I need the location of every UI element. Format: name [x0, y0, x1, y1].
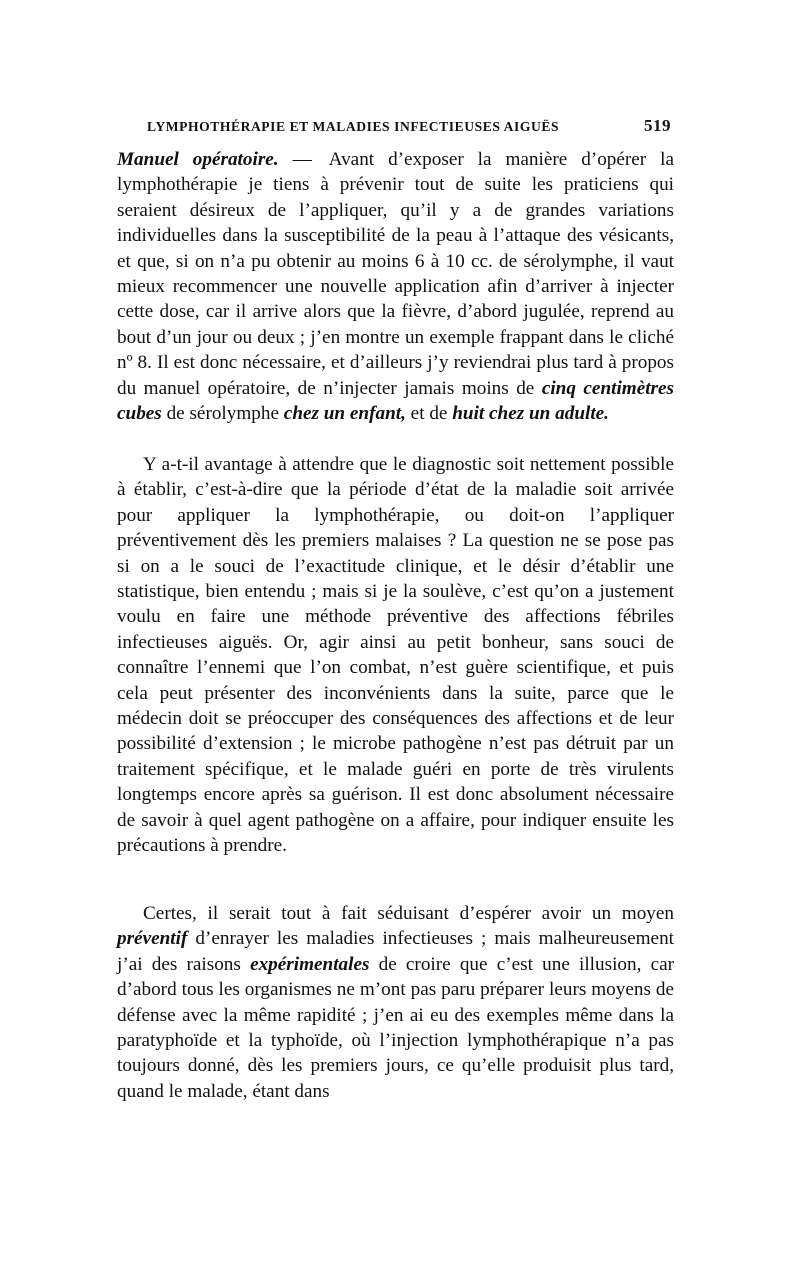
emphasis-text: expérimentales [250, 953, 370, 975]
emphasis-text: cinq centimètres cubes [117, 377, 674, 425]
paragraph-preventif [117, 901, 674, 1104]
em-dash: — [292, 149, 312, 170]
running-title: LYMPHOTHÉRAPIE ET MALADIES INFECTIEUSES AIGUËS [147, 119, 560, 134]
paragraph-text: d’enrayer les maladies infectieuses ; mais malheureusement j’ai des raisons [117, 928, 674, 975]
paragraph-text: de sérolymphe [166, 403, 279, 425]
paragraph-diagnostic [117, 452, 674, 859]
paragraph-text: Avant d’exposer la manière d’opérer la lymphothérapie je tiens à prévenir tout de suite les praticiens qui seraient désireux de l’appliquer, qu’il y a de grandes variations individuelles dans la susceptibilité de la peau à l’attaque des vésicants, et que, si on n’a pu obtenir au moins 6 à 10 cc. de sérolymphe, il vaut mieux recommencer une nouvelle application afin d’arriver à injecter cette dose, car il arrive alors que la fièvre, d’abord jugulée, reprend au bout d’un jour ou deux ; j’en montre un exemple frappant dans le cliché nº 8. Il est donc nécessaire, et d’ailleurs j’y reviendrai plus tard à propos du manuel opératoire, de n’injecter jamais moins de [117, 149, 674, 399]
paragraph-text: Y a-t-il avantage à attendre que le diagnostic soit nettement possible à établir, c’est-à-dire que la période d’état de la maladie soit arrivée pour appliquer la lymphothérapie, ou doit-on l’appliquer préventivement dès les premiers malaises ? La question ne se pose pas si on a le souci de l’exactitude clinique, et le désir d’établir une statistique, bien entendu ; mais si je la soulève, c’est qu’on a justement voulu en faire une méthode préventive des affections fébriles infectieuses aiguës. Or, agir ainsi au petit bonheur, sans souci de connaître l’ennemi que l’on combat, n’est guère scientifique, et puis cela peut présenter des inconvénients dans la suite, parce que le médecin doit se préoccuper des conséquences des affections et de leur possibilité d’extension ; le microbe pathogène n’est pas détruit par un traitement spécifique, et le malade guéri en porte de très virulents longtemps encore après sa guérison. Il est donc absolument nécessaire de savoir à quel agent pathogène on a affaire, pour indiquer ensuite les précautions à prendre. [117, 454, 674, 857]
paragraph-text: Certes, il serait tout à fait séduisant d’espérer avoir un moyen [143, 903, 674, 924]
emphasis-text: chez un enfant, [283, 403, 406, 425]
paragraph-text: et de [410, 403, 448, 425]
section-lead-title: Manuel opératoire. [117, 149, 279, 170]
running-header [147, 116, 671, 140]
emphasis-text: préventif [117, 928, 188, 950]
emphasis-text: huit chez un adulte. [452, 403, 609, 425]
paragraph-text: de croire que c’est une illusion, car d’abord tous les organismes ne m’ont pas paru préparer leurs moyens de défense avec la même rapidité ; j’en ai eu des exemples même dans la paratyphoïde et la typhoïde, où l’injection lymphothérapique n’a pas toujours donné, dès les premiers jours, ce qu’elle produisit plus tard, quand le malade, étant dans [117, 953, 674, 1102]
paragraph-manuel-operatoire [117, 147, 674, 426]
page-number: 519 [644, 116, 671, 135]
